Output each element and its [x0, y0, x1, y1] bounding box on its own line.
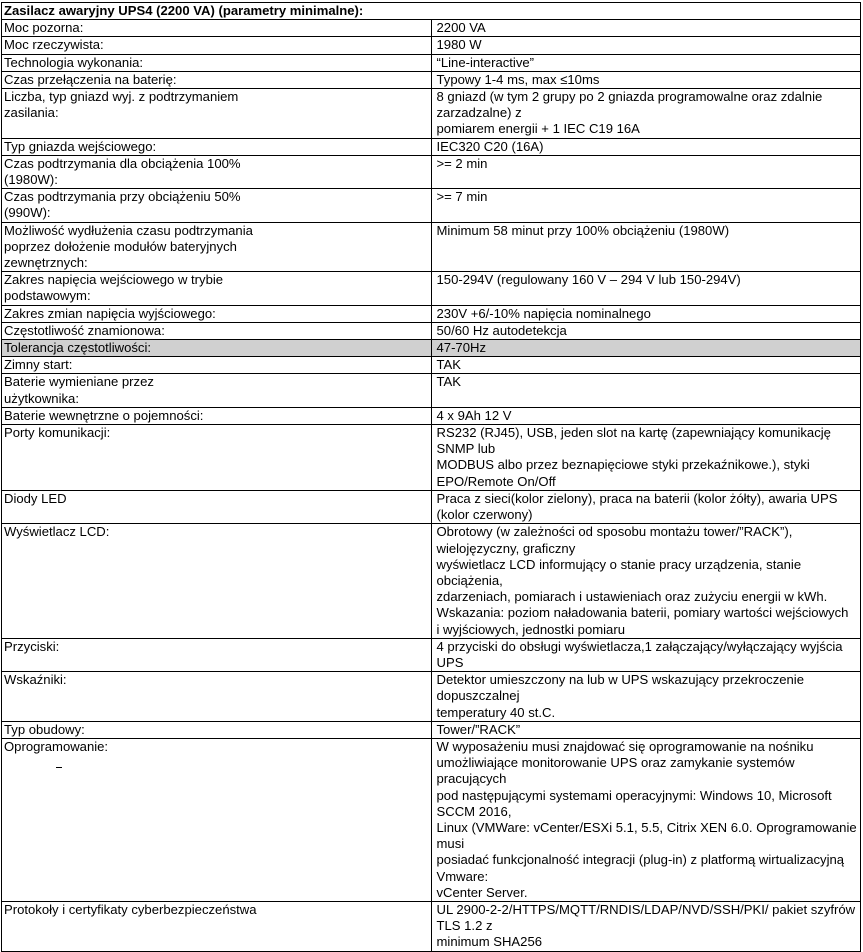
table-row	[2, 189, 861, 222]
table-row	[2, 357, 861, 374]
spec-label: Zakres zmian napięcia wyjściowego:	[2, 305, 432, 322]
spec-value: Typowy 1-4 ms, max ≤10ms	[431, 71, 861, 88]
table-row	[2, 407, 861, 424]
spec-label: Typ gniazda wejściowego:	[2, 138, 432, 155]
table-row	[2, 71, 861, 88]
spec-label: Baterie wymieniane przez użytkownika:	[2, 374, 432, 407]
spec-label: Protokoły i certyfikaty cyberbezpieczeństwa	[2, 901, 432, 951]
spec-label: Możliwość wydłużenia czasu podtrzymania poprzez dołożenie modułów bateryjnych zewnętrznych:	[2, 222, 432, 272]
spec-label: Wskaźniki:	[2, 672, 432, 722]
table-row	[2, 89, 861, 139]
spec-value: 47-70Hz	[431, 340, 861, 357]
table-row	[2, 374, 861, 407]
spec-value: 230V +6/-10% napięcia nominalnego	[431, 305, 861, 322]
spec-value: >= 7 min	[431, 189, 861, 222]
ups-spec-table	[1, 2, 861, 952]
table-row	[2, 901, 861, 951]
table-row	[2, 37, 861, 54]
spec-label: Zakres napięcia wejściowego w trybie podstawowym:	[2, 272, 432, 305]
spec-value: Detektor umieszczony na lub w UPS wskazujący przekroczenie dopuszczalnej temperatury 40 st.C.	[431, 672, 861, 722]
spec-label: Diody LED	[2, 490, 432, 523]
spec-label: Liczba, typ gniazd wyj. z podtrzymaniem zasilania:	[2, 89, 432, 139]
table-row	[2, 524, 861, 638]
spec-label: Czas podtrzymania dla obciążenia 100% (1980W):	[2, 155, 432, 188]
table-title: Zasilacz awaryjny UPS4 (2200 VA) (parametry minimalne):	[2, 3, 861, 20]
spec-value: 50/60 Hz autodetekcja	[431, 322, 861, 339]
spec-value: 1980 W	[431, 37, 861, 54]
spec-label: Przyciski:	[2, 638, 432, 671]
table-row	[2, 672, 861, 722]
spec-value: Praca z sieci(kolor zielony), praca na baterii (kolor żółty), awaria UPS (kolor czerwony)	[431, 490, 861, 523]
spec-value: 8 gniazd (w tym 2 grupy po 2 gniazda programowalne oraz zdalnie zarzadzalne) z pomiarem energii + 1 IEC C19 16A	[431, 89, 861, 139]
table-row	[2, 138, 861, 155]
table-row	[2, 425, 861, 491]
spec-label: Porty komunikacji:	[2, 425, 432, 491]
spec-value: 2200 VA	[431, 20, 861, 37]
spec-value: Obrotowy (w zależności od sposobu montażu tower/”RACK”), wielojęzyczny, graficzny wyświetlacz LCD informujący o stanie pracy urządzenia, stanie obciążenia, zdarzeniach, pomiarach i ustawieniach oraz zużyciu energii w kWh. Wskazania: poziom naładowania baterii, pomiary wartości wejściowych i wyjściowych, jednostki pomiaru	[431, 524, 861, 638]
spec-label: Tolerancja częstotliwości:	[2, 340, 432, 357]
spec-value: IEC320 C20 (16A)	[431, 138, 861, 155]
spec-value: UL 2900-2-2/HTTPS/MQTT/RNDIS/LDAP/NVD/SSH/PKI/ pakiet szyfrów TLS 1.2 z minimum SHA256	[431, 901, 861, 951]
spec-value: “Line-interactive”	[431, 54, 861, 71]
spec-value: 4 przyciski do obsługi wyświetlacza,1 załączający/wyłączający wyjścia UPS	[431, 638, 861, 671]
spec-label: Technologia wykonania:	[2, 54, 432, 71]
spec-value: >= 2 min	[431, 155, 861, 188]
table-row	[2, 20, 861, 37]
spec-value: 4 x 9Ah 12 V	[431, 407, 861, 424]
spec-label: Moc pozorna:	[2, 20, 432, 37]
table-row	[2, 305, 861, 322]
table-row	[2, 155, 861, 188]
table-row	[2, 638, 861, 671]
table-row	[2, 272, 861, 305]
table-row	[2, 490, 861, 523]
spec-label: Wyświetlacz LCD:	[2, 524, 432, 638]
spec-label: Baterie wewnętrzne o pojemności:	[2, 407, 432, 424]
table-row	[2, 721, 861, 738]
table-row	[2, 54, 861, 71]
spec-value: TAK	[431, 374, 861, 407]
spec-value: W wyposażeniu musi znajdować się oprogramowanie na nośniku umożliwiające monitorowanie UPS oraz zamykanie systemów pracujących pod następującymi systemami operacyjnymi: Windows 10, Microsoft SCCM 2016, Linux (VMWare: vCenter/ESXi 5.1, 5.5, Citrix XEN 6.0. Oprogramowanie musi posiadać funkcjonalność integracji (plug-in) z platformą wirtualizacyjną Vmware: vCenter Server.	[431, 738, 861, 901]
spec-value: Minimum 58 minut przy 100% obciążeniu (1980W)	[431, 222, 861, 272]
spec-label: Czas przełączenia na baterię:	[2, 71, 432, 88]
spec-label: Zimny start:	[2, 357, 432, 374]
spec-value: TAK	[431, 357, 861, 374]
spec-label: Moc rzeczywista:	[2, 37, 432, 54]
table-header-row	[2, 3, 861, 20]
spec-label: Częstotliwość znamionowa:	[2, 322, 432, 339]
spec-value: 150-294V (regulowany 160 V – 294 V lub 150-294V)	[431, 272, 861, 305]
spec-document	[1, 2, 861, 952]
table-row	[2, 222, 861, 272]
spec-label: Typ obudowy:	[2, 721, 432, 738]
spec-table-body	[2, 3, 861, 952]
spec-value: Tower/”RACK”	[431, 721, 861, 738]
table-row	[2, 322, 861, 339]
table-row	[2, 738, 861, 901]
spec-label: Oprogramowanie:	[2, 738, 432, 901]
spec-value: RS232 (RJ45), USB, jeden slot na kartę (zapewniający komunikację SNMP lub MODBUS albo przez beznapięciowe styki przekaźnikowe.), styki EPO/Remote On/Off	[431, 425, 861, 491]
table-row	[2, 340, 861, 357]
spec-label: Czas podtrzymania przy obciążeniu 50% (990W):	[2, 189, 432, 222]
